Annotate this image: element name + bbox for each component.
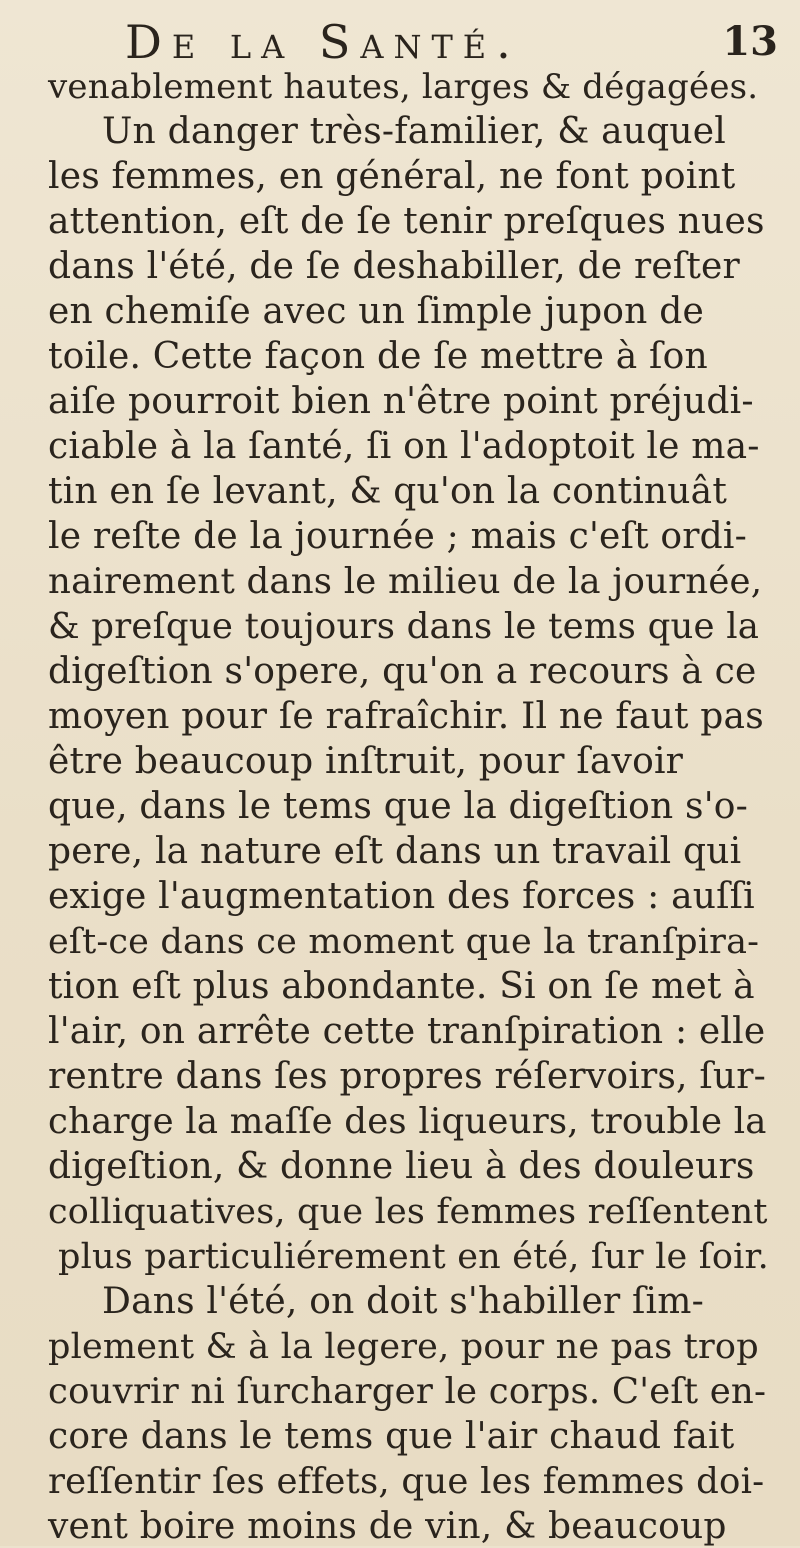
text-line: exige l'augmentation des forces : auſſi <box>48 876 755 917</box>
running-title: De la Santé. <box>125 15 521 69</box>
text-line: & preſque toujours dans le tems que la <box>48 606 760 647</box>
text-line: toile. Cette façon de ſe mettre à ſon <box>48 336 708 377</box>
text-line: nairement dans le milieu de la journée, <box>48 561 763 602</box>
page-number: 13 <box>722 18 778 65</box>
text-line: digeſtion s'opere, qu'on a recours à ce <box>48 651 757 692</box>
text-line: core dans le tems que l'air chaud fait <box>48 1416 735 1457</box>
text-line: attention, eſt de ſe tenir preſques nues <box>48 201 765 242</box>
text-line: tin en ſe levant, & qu'on la continuât <box>48 471 728 512</box>
text-line: eſt-ce dans ce moment que la tranſpira- <box>48 922 760 962</box>
text-line: le reſte de la journée ; mais c'eſt ordi- <box>48 516 748 557</box>
page-header <box>0 10 800 70</box>
text-line: Un danger très-familier, & auquel <box>102 111 726 152</box>
text-line: moyen pour ſe rafraîchir. Il ne faut pas <box>48 696 764 737</box>
text-line: aiſe pourroit bien n'être point préjudi- <box>48 381 754 422</box>
text-line: l'air, on arrête cette tranſpiration : elle <box>48 1011 766 1052</box>
text-line: couvrir ni ſurcharger le corps. C'eſt en- <box>48 1371 767 1412</box>
text-line: tion eſt plus abondante. Si on ſe met à <box>48 966 755 1007</box>
text-line: pere, la nature eſt dans un travail qui <box>48 831 742 872</box>
text-line: reſſentir ſes effets, que les femmes doi- <box>48 1461 765 1502</box>
text-line: en chemiſe avec un ſimple jupon de <box>48 291 704 332</box>
text-line: venablement hautes, larges & dégagées. <box>48 67 759 107</box>
text-line: Dans l'été, on doit s'habiller ſim- <box>102 1281 704 1322</box>
text-line: les femmes, en général, ne font point <box>48 156 736 197</box>
text-line: que, dans le tems que la digeſtion s'o- <box>48 786 749 827</box>
text-line: charge la maſſe des liqueurs, trouble la <box>48 1101 767 1142</box>
text-line: vent boire moins de vin, & beaucoup <box>48 1506 727 1547</box>
text-line: être beaucoup inſtruit, pour ſavoir <box>48 741 684 782</box>
text-line: dans l'été, de ſe deshabiller, de reſter <box>48 246 740 287</box>
text-line: plus particuliérement en été, ſur le ſoir. <box>58 1237 769 1277</box>
text-line: rentre dans ſes propres réſervoirs, ſur- <box>48 1056 767 1097</box>
text-line: ciable à la ſanté, ſi on l'adoptoit le ma- <box>48 426 760 467</box>
text-line: digeſtion, & donne lieu à des douleurs <box>48 1146 755 1187</box>
text-line: plement & à la legere, pour ne pas trop <box>48 1327 759 1367</box>
text-line: colliquatives, que les femmes reſſentent <box>48 1192 768 1232</box>
